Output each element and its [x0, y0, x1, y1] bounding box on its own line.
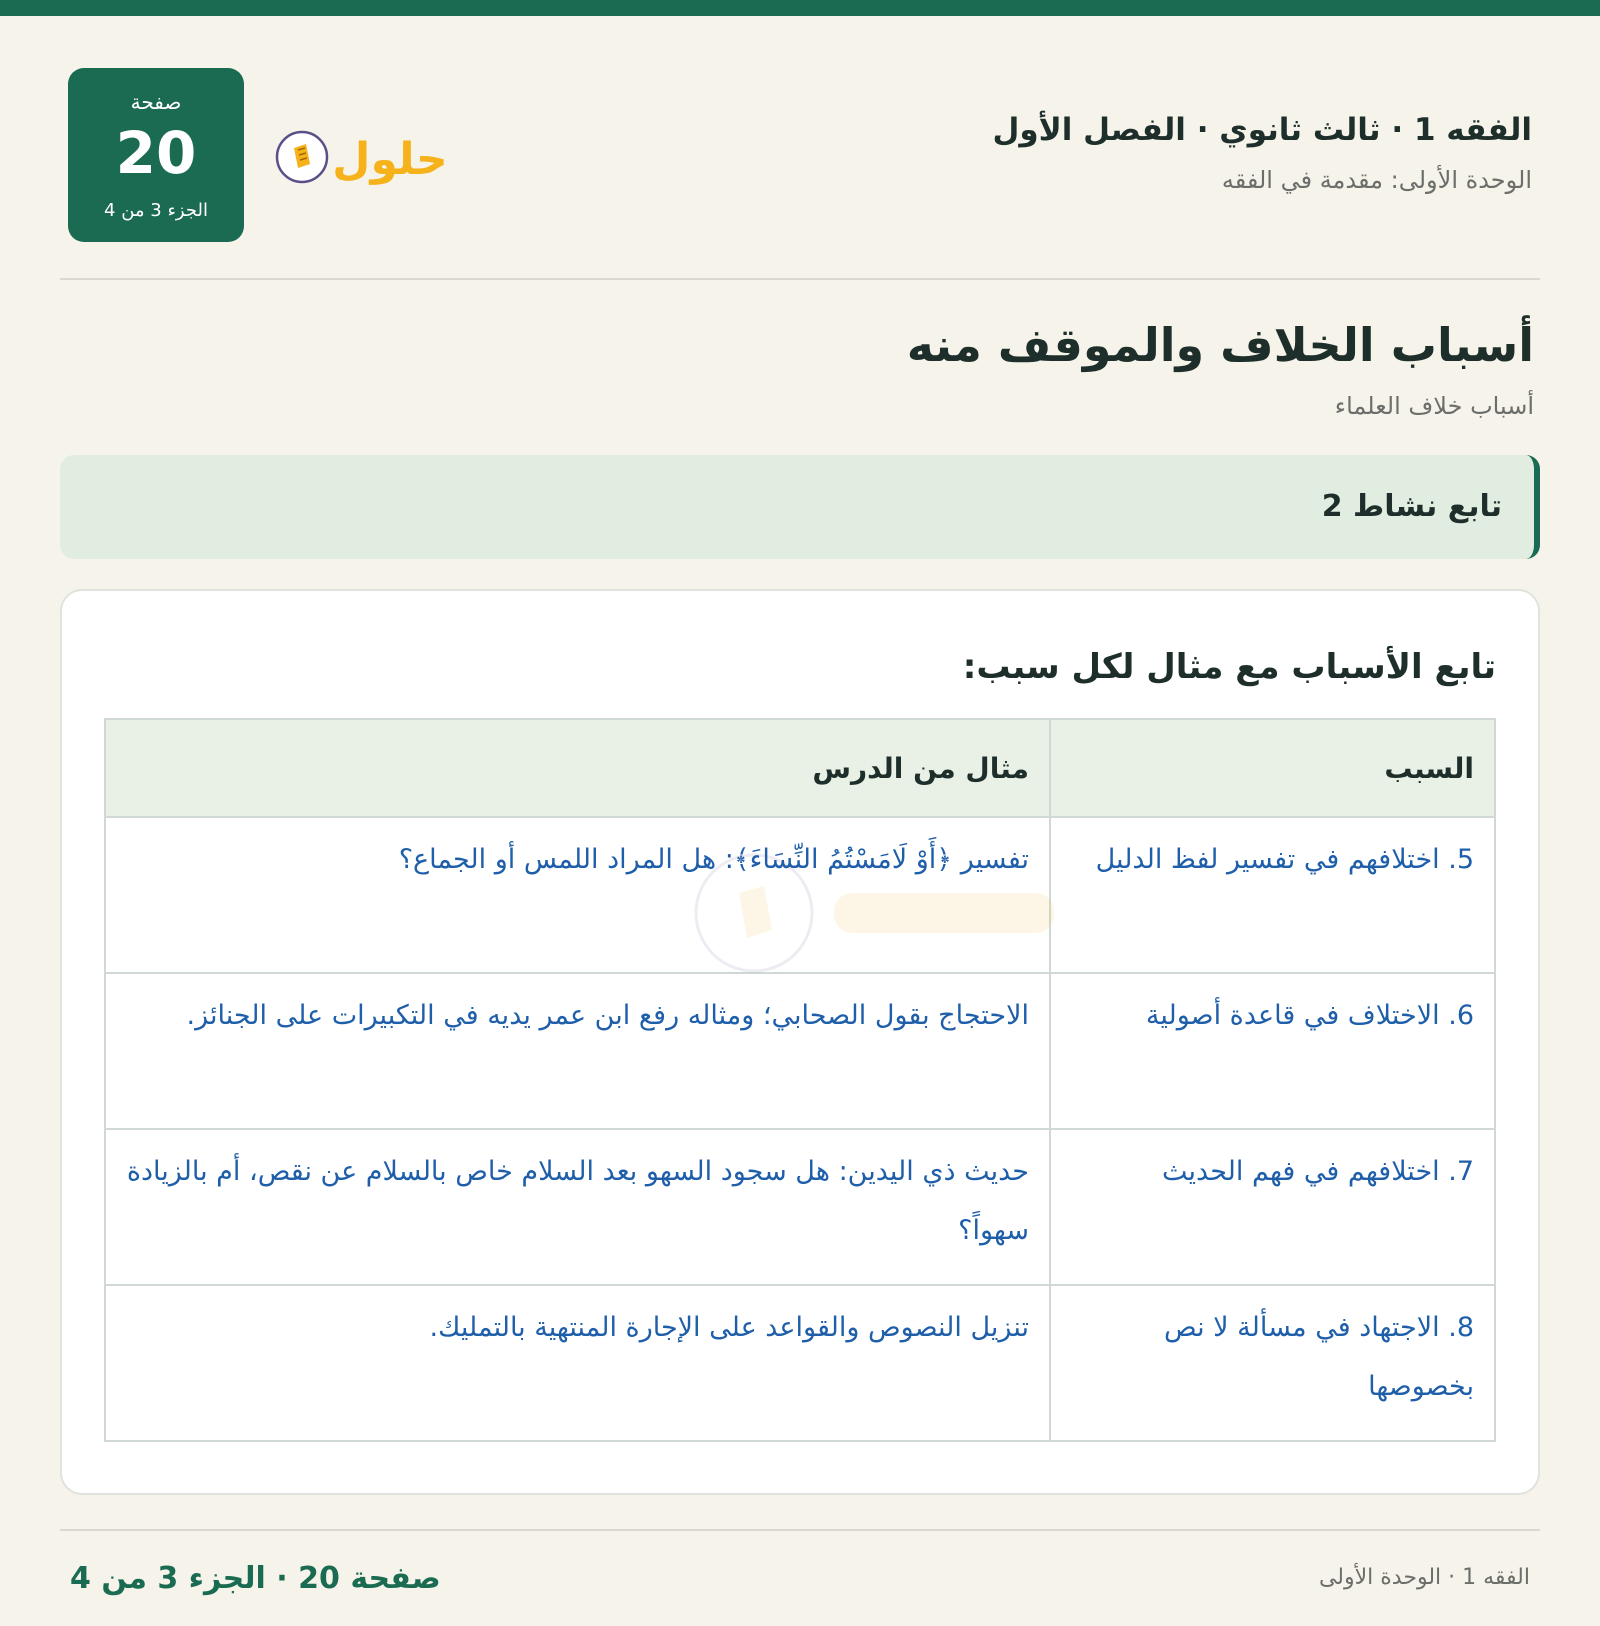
reason-cell: 8. الاجتهاد في مسألة لا نص بخصوصها: [1050, 1285, 1495, 1441]
unit-title: الوحدة الأولى: مقدمة في الفقه: [1221, 166, 1532, 194]
logo-text: حلول: [332, 134, 444, 185]
badge-page-number: 20: [115, 119, 197, 187]
example-cell: الاحتجاج بقول الصحابي؛ ومثاله رفع ابن عمر يديه في التكبيرات على الجنائز.: [105, 973, 1050, 1129]
section-subtitle: أسباب خلاف العلماء: [1334, 392, 1534, 420]
activity-label: تابع نشاط 2: [1321, 489, 1502, 524]
section-title: أسباب الخلاف والموقف منه: [906, 318, 1534, 372]
badge-part: الجزء 3 من 4: [104, 200, 208, 221]
hulul-logo-mark: [272, 126, 444, 188]
reasons-table: [104, 718, 1496, 1442]
top-accent-bar: [0, 0, 1600, 16]
header-divider: [60, 278, 1540, 280]
reason-cell: 6. الاختلاف في قاعدة أصولية: [1050, 973, 1495, 1129]
table-row: [105, 1129, 1495, 1285]
example-cell: حديث ذي اليدين: هل سجود السهو بعد السلام خاص بالسلام عن نقص، أم بالزيادة سهواً؟: [105, 1129, 1050, 1285]
footer-divider: [60, 1529, 1540, 1531]
header-titles: [992, 112, 1532, 194]
page-header: [60, 68, 1540, 244]
example-cell: تنزيل النصوص والقواعد على الإجارة المنتهية بالتمليك.: [105, 1285, 1050, 1441]
example-cell: تفسير ﴿أَوْ لَامَسْتُمُ النِّسَاءَ﴾: هل المراد اللمس أو الجماع؟: [105, 817, 1050, 973]
table-header-row: [105, 719, 1495, 817]
badge-label: صفحة: [130, 90, 182, 114]
footer-course-unit: الفقه 1 · الوحدة الأولى: [1318, 1565, 1530, 1590]
hulul-logo: [272, 126, 444, 188]
page-badge: [68, 68, 244, 242]
content-card: [60, 589, 1540, 1495]
reasons-table-wrap: [104, 718, 1496, 1442]
reason-cell: 5. اختلافهم في تفسير لفظ الدليل: [1050, 817, 1495, 973]
activity-banner: [60, 455, 1540, 559]
reason-cell: 7. اختلافهم في فهم الحديث: [1050, 1129, 1495, 1285]
footer-page-part: صفحة 20 · الجزء 3 من 4: [70, 1561, 441, 1596]
course-title: الفقه 1 · ثالث ثانوي · الفصل الأول: [992, 112, 1532, 148]
table-row: [105, 1285, 1495, 1441]
column-header-reason: السبب: [1050, 719, 1495, 817]
column-header-example: مثال من الدرس: [105, 719, 1050, 817]
table-row: [105, 973, 1495, 1129]
card-heading: تابع الأسباب مع مثال لكل سبب:: [962, 647, 1496, 687]
table-row: [105, 817, 1495, 973]
